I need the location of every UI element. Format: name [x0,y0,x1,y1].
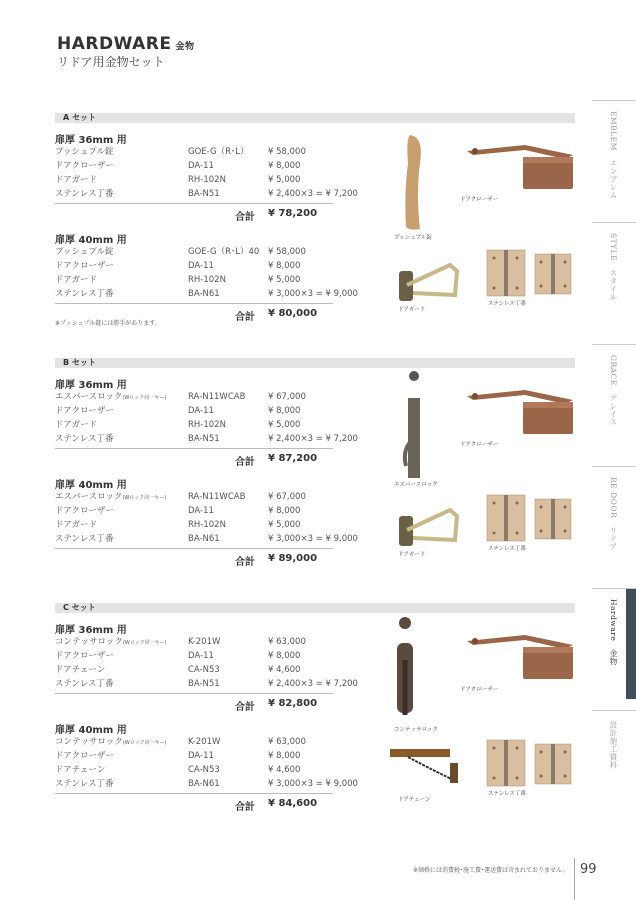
door-closer-image [465,143,575,197]
price-footnote: ※価格には消費税･施工費･運送費は含まれておりません。 [413,867,569,874]
push-pull-lock-image [400,133,430,237]
total-row [55,204,335,222]
section-tab[interactable] [592,466,636,577]
block-title: 扉厚 36mm 用 [55,625,127,636]
hinge-label: ステンレス丁番 [488,546,526,552]
item-model: DA-11 [188,406,214,416]
item-price: ¥ 8,000 [268,161,301,171]
item-row [55,287,358,301]
item-model: BA-N61 [188,289,220,299]
hinge-image [485,248,575,302]
item-row [55,518,335,532]
total-label: 合計 [235,457,255,468]
item-name: エスパースロック [55,492,123,502]
set-header: C セット [55,603,575,613]
item-row [55,259,335,273]
item-row [55,663,335,677]
total-price: ¥ 80,000 [268,308,318,319]
door-closer-image [465,388,575,442]
item-model: BA-N61 [188,779,220,789]
item-name: ドアクローザー [55,406,114,416]
item-model: RH-102N [188,420,226,430]
door-lock-image [400,370,430,484]
closer-label: ドアクローザー [460,687,499,693]
set-note: ※プッシュプル錠には勝手があります。 [55,320,161,327]
title-en: HARDWARE [57,34,172,54]
item-row [55,245,335,259]
item-row [55,532,358,546]
total-price: ¥ 82,800 [268,698,318,709]
hinge-label: ステンレス丁番 [488,301,526,307]
item-price: ¥ 5,000 [268,275,301,285]
door-chain-image [388,743,468,792]
item-row [55,763,335,777]
item-name: ステンレス丁番 [55,534,114,544]
total-label: 合計 [235,802,255,813]
item-name: ドアガード [55,420,98,430]
total-price: ¥ 89,000 [268,553,318,564]
price-block [55,621,358,713]
item-price: ¥ 5,000 [268,420,301,430]
item-model: RH-102N [188,275,226,285]
item-model: BA-N51 [188,189,220,199]
page-title [57,34,194,54]
section-tab-label: STYLE スタイル [609,233,618,302]
block-title: 扉厚 36mm 用 [55,380,127,391]
section-tab-label: Hardware 金物 [609,599,618,666]
item-name: ステンレス丁番 [55,434,114,444]
total-label: 合計 [235,312,255,323]
set-section [0,358,590,598]
item-row [55,145,335,159]
item-price: ¥ 2,400×3 = ¥ 7,200 [268,189,358,199]
lock-label: エスパースロック [394,482,438,488]
item-price: ¥ 3,000×3 = ¥ 9,000 [268,779,358,789]
total-row [55,449,335,467]
guard-label: ドアガード [398,307,426,313]
price-block [55,131,358,223]
item-model: BA-N51 [188,679,220,689]
item-row [55,187,358,201]
item-price: ¥ 8,000 [268,751,301,761]
item-row [55,504,335,518]
total-row [55,694,335,712]
item-row [55,273,335,287]
total-price: ¥ 87,200 [268,453,318,464]
item-name: ドアガード [55,520,98,530]
block-title: 扉厚 40mm 用 [55,480,127,491]
item-name: ドアクローザー [55,161,114,171]
item-name: ドアガード [55,175,98,185]
item-name: ドアクローザー [55,261,114,271]
price-block [55,721,358,813]
item-model: DA-11 [188,751,214,761]
item-model: GOE-G（R･L） [188,147,249,157]
item-name: ステンレス丁番 [55,779,114,789]
item-price: ¥ 2,400×3 = ¥ 7,200 [268,434,358,444]
guard-label: ドアチェーン [398,797,431,803]
section-tab[interactable] [592,100,636,211]
item-model: CA-N53 [188,665,220,675]
item-row [55,432,358,446]
active-indicator [626,589,636,699]
item-row [55,677,358,691]
item-price: ¥ 5,000 [268,520,301,530]
hinge-image [485,738,575,792]
block-title: 扉厚 36mm 用 [55,135,127,146]
total-label: 合計 [235,702,255,713]
item-price: ¥ 5,000 [268,175,301,185]
item-price: ¥ 8,000 [268,406,301,416]
item-price: ¥ 4,600 [268,765,301,775]
section-tab-label: RE-DOOR リドア [609,477,618,551]
section-tab[interactable] [592,344,636,455]
item-row [55,649,335,663]
item-row [55,173,335,187]
item-model: CA-N53 [188,765,220,775]
item-price: ¥ 8,000 [268,261,301,271]
section-tab-label: EMBLEM エンブレム [609,111,618,199]
block-title: 扉厚 40mm 用 [55,235,127,246]
set-header: B セット [55,358,575,368]
total-row [55,549,335,567]
item-price: ¥ 58,000 [268,247,306,257]
closer-label: ドアクローザー [460,197,499,203]
item-row [55,749,335,763]
item-model: RA-N11WCAB [188,392,246,402]
item-row [55,404,335,418]
door-guard-image [395,500,465,556]
item-note: (Wロック同一キー) [122,495,167,501]
title-jp: 金物 [175,42,195,52]
item-row [55,490,335,504]
item-model: K-201W [188,737,221,747]
lock-label: コンテッサロック [394,727,438,733]
total-price: ¥ 84,600 [268,798,318,809]
item-name: ドアチェーン [55,765,106,775]
item-name: ステンレス丁番 [55,679,114,689]
item-name: ドアチェーン [55,665,106,675]
section-tab-label: GRACE グレイス [609,355,618,426]
page-divider [574,858,575,900]
item-model: GOE-G（R･L）40 [188,247,260,257]
item-price: ¥ 2,400×3 = ¥ 7,200 [268,679,358,689]
door-lock-image [385,615,425,729]
item-name: ドアクローザー [55,751,114,761]
item-row [55,418,335,432]
price-block [55,231,358,323]
item-note: (Wロック同一キー) [122,640,167,646]
item-model: DA-11 [188,261,214,271]
item-price: ¥ 3,000×3 = ¥ 9,000 [268,534,358,544]
item-model: RH-102N [188,175,226,185]
item-name: ステンレス丁番 [55,289,114,299]
item-price: ¥ 67,000 [268,392,306,402]
item-row [55,390,335,404]
item-price: ¥ 4,600 [268,665,301,675]
item-model: K-201W [188,637,221,647]
section-tab[interactable] [592,222,636,333]
item-name: ドアクローザー [55,651,114,661]
item-model: DA-11 [188,161,214,171]
item-model: DA-11 [188,651,214,661]
hinge-label: ステンレス丁番 [488,791,526,797]
item-note: (Wロック同一キー) [122,740,167,746]
item-note: (Wロック同一キー) [122,395,167,401]
block-title: 扉厚 40mm 用 [55,725,127,736]
price-block [55,376,358,468]
total-price: ¥ 78,200 [268,208,318,219]
item-name: コンテッサロック [55,737,123,747]
item-model: BA-N61 [188,534,220,544]
guard-label: ドアガード [398,552,426,558]
price-block [55,476,358,568]
closer-label: ドアクローザー [460,442,499,448]
set-section [0,603,590,843]
lock-label: プッシュプル錠 [394,235,432,241]
set-header: A セット [55,113,575,123]
item-price: ¥ 58,000 [268,147,306,157]
total-label: 合計 [235,557,255,568]
section-tab[interactable] [592,710,636,821]
section-tab[interactable] [592,588,636,699]
item-name: ドアガード [55,275,98,285]
item-row [55,635,335,649]
item-model: BA-N51 [188,434,220,444]
item-model: RA-N11WCAB [188,492,246,502]
item-price: ¥ 67,000 [268,492,306,502]
item-model: DA-11 [188,506,214,516]
item-price: ¥ 8,000 [268,651,301,661]
item-row [55,735,335,749]
item-row [55,159,335,173]
item-name: エスパースロック [55,392,123,402]
door-guard-image [395,255,465,311]
item-name: ステンレス丁番 [55,189,114,199]
item-name: ドアクローザー [55,506,114,516]
item-price: ¥ 63,000 [268,637,306,647]
total-row [55,794,335,812]
page-number: 99 [580,862,597,877]
item-name: プッシュプル錠 [55,247,114,257]
page-subtitle: リドア用金物セット [57,55,165,69]
total-label: 合計 [235,212,255,223]
hinge-image [485,493,575,547]
item-price: ¥ 3,000×3 = ¥ 9,000 [268,289,358,299]
item-name: プッシュプル錠 [55,147,114,157]
door-closer-image [465,633,575,687]
item-name: コンテッサロック [55,637,123,647]
item-model: RH-102N [188,520,226,530]
item-price: ¥ 63,000 [268,737,306,747]
set-section [0,113,590,353]
section-tab-label: 設計施工資料 [609,721,618,769]
item-price: ¥ 8,000 [268,506,301,516]
item-row [55,777,358,791]
